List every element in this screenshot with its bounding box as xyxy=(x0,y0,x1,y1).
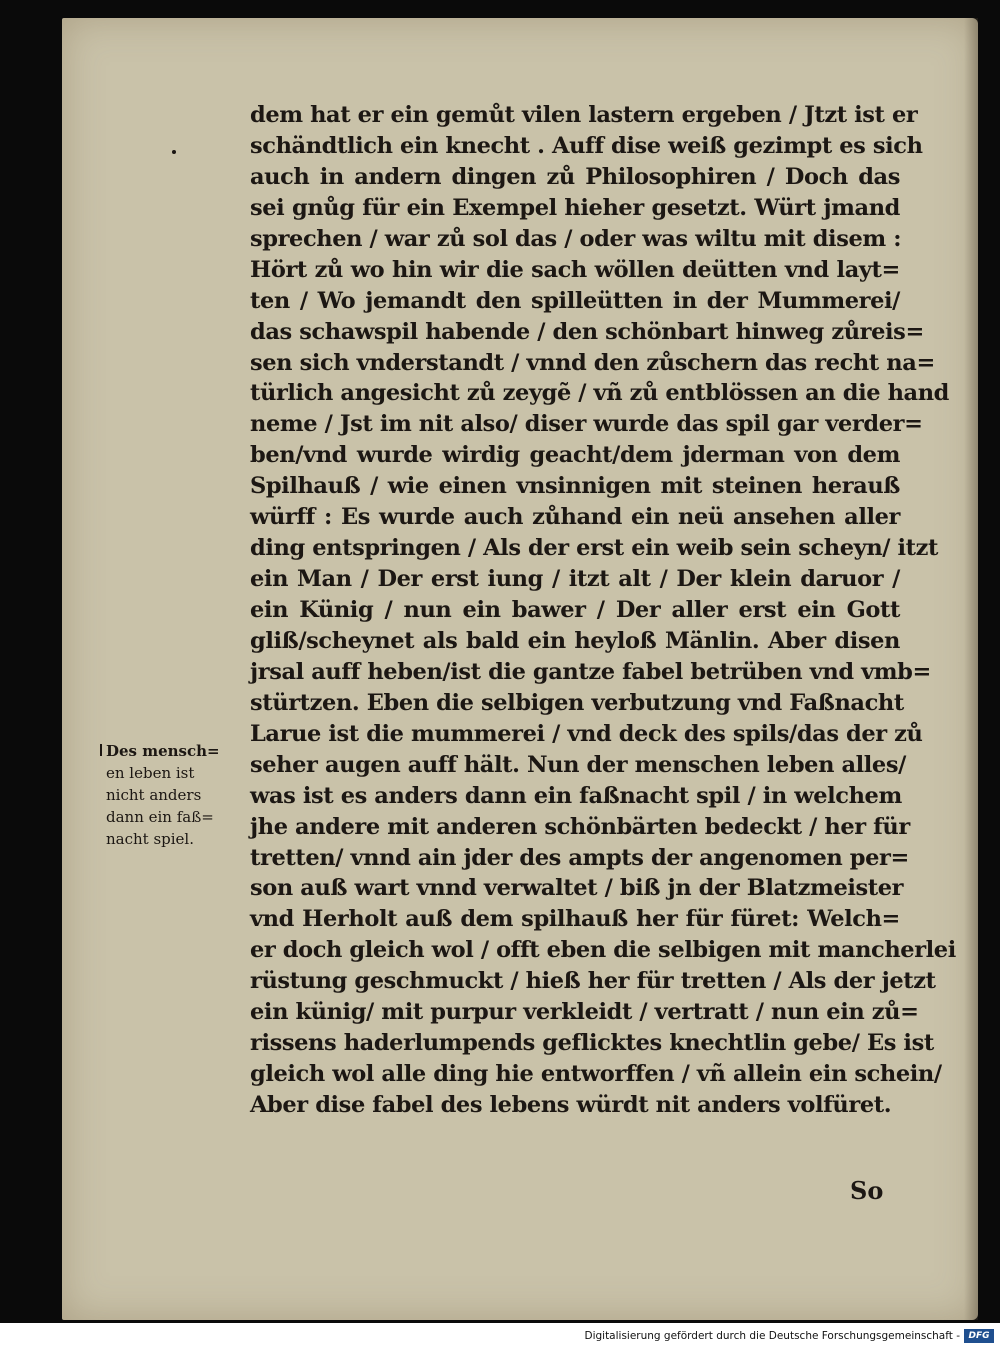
catchword: So xyxy=(850,1176,884,1205)
text-line: ding entspringen / Als der erst ein weib sein scheyn/ itzt xyxy=(250,535,939,562)
text-line: ben/vnd wurde wirdig geacht/dem jderman von dem xyxy=(250,442,900,469)
text-line: gleich wol alle ding hie entworffen / vñ allein ein schein/ xyxy=(250,1061,942,1088)
text-line: stürtzen. Eben die selbigen verbutzung vnd Faßnacht xyxy=(250,689,904,716)
marginal-line: Des mensch= xyxy=(106,742,220,760)
text-line: ten / Wo jemandt den spilleütten in der Mummerei/ xyxy=(250,287,900,314)
marginal-note xyxy=(106,740,246,850)
text-line: son auß wart vnnd verwaltet / biß jn der Blatzmeister xyxy=(250,875,904,902)
main-text-block xyxy=(250,100,956,1121)
text-line: würff : Es wurde auch zůhand ein neü ansehen aller xyxy=(250,504,900,531)
text-line: rissens haderlumpends geflicktes knechtlin gebe/ Es ist xyxy=(250,1030,934,1057)
text-line: sen sich vnderstandt / vnnd den zůschern das recht na= xyxy=(250,349,935,376)
text-line: türlich angesicht zů zeygẽ / vñ zů entblössen an die hand xyxy=(250,380,950,407)
text-line: Hört zů wo hin wir die sach wöllen deütten vnd layt= xyxy=(250,256,900,283)
text-line: Aber dise fabel des lebens würdt nit anders volfüret. xyxy=(250,1092,892,1118)
text-line: neme / Jst im nit also/ diser wurde das spil gar verder= xyxy=(250,411,923,438)
marginal-line: en leben ist xyxy=(106,764,195,782)
text-line: ein künig/ mit purpur verkleidt / vertratt / nun ein zů= xyxy=(250,999,919,1026)
text-line: schändtlich ein knecht . Auff dise weiß gezimpt es sich xyxy=(250,132,923,159)
marginal-line: nicht anders xyxy=(106,786,202,804)
dfg-logo-icon: DFG xyxy=(964,1329,994,1343)
text-line: er doch gleich wol / offt eben die selbigen mit mancherlei xyxy=(250,937,956,964)
digitization-footer xyxy=(0,1323,1000,1347)
text-line: Spilhauß / wie einen vnsinnigen mit steinen herauß xyxy=(250,473,900,500)
text-line: Larue ist die mummerei / vnd deck des spils/das der zů xyxy=(250,720,923,747)
book-page xyxy=(62,18,978,1320)
text-line: seher augen auff hält. Nun der menschen leben alles/ xyxy=(250,751,906,778)
text-line: sei gnůg für ein Exempel hieher gesetzt. Würt jmand xyxy=(250,194,900,221)
text-line: jhe andere mit anderen schönbärten bedeckt / her für xyxy=(250,813,910,840)
funding-credit: Digitalisierung gefördert durch die Deutsche Forschungsgemeinschaft - xyxy=(584,1330,960,1342)
text-line: rüstung geschmuckt / hieß her für tretten / Als der jetzt xyxy=(250,968,936,995)
marginal-bracket-mark xyxy=(100,744,102,756)
text-line: gliß/scheynet als bald ein heyloß Mänlin. Aber disen xyxy=(250,627,900,654)
text-line: was ist es anders dann ein faßnacht spil / in welchem xyxy=(250,782,902,809)
marginal-line: nacht spiel. xyxy=(106,830,195,848)
text-line: vnd Herholt auß dem spilhauß her für füret: Welch= xyxy=(250,906,900,933)
text-line: jrsal auff heben/ist die gantze fabel betrüben vnd vmb= xyxy=(250,658,931,685)
marginal-line: dann ein faß= xyxy=(106,808,214,826)
page-edge-shadow xyxy=(964,18,978,1320)
text-line: dem hat er ein gemůt vilen lastern ergeben / Jtzt ist er xyxy=(250,102,918,128)
text-line: tretten/ vnnd ain jder des ampts der angenomen per= xyxy=(250,844,909,871)
text-line: das schawspil habende / den schönbart hinweg zůreis= xyxy=(250,318,924,345)
text-line: ein Künig / nun ein bawer / Der aller erst ein Gott xyxy=(250,597,900,623)
text-line: auch in andern dingen zů Philosophiren / Doch das xyxy=(250,163,900,190)
text-line: ein Man / Der erst iung / itzt alt / Der klein daruor / xyxy=(250,566,900,593)
ink-speck xyxy=(172,150,176,154)
text-line: sprechen / war zů sol das / oder was wiltu mit disem : xyxy=(250,225,902,252)
